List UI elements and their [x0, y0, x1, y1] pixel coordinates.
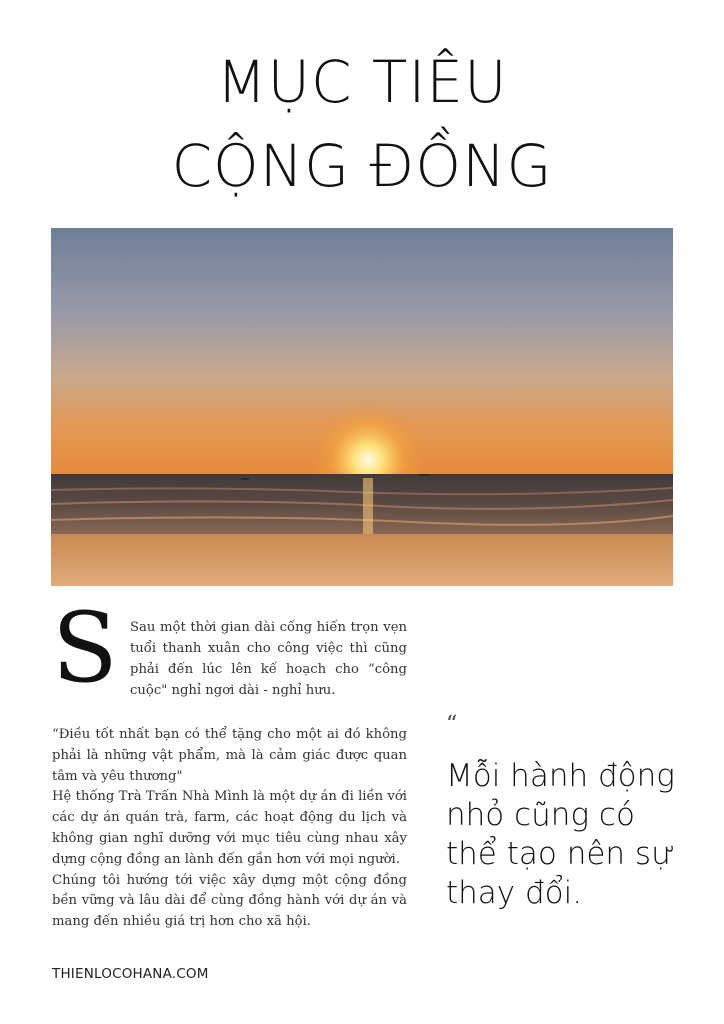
- website-url: THIENLOCOHANA.COM: [52, 966, 209, 982]
- quote-mark-icon: “: [446, 712, 458, 737]
- body-paragraph-2: Hệ thống Trà Trấn Nhà Mình là một dự án đi liền với các dự án quán trà, farm, các hoạt động du lịch và không gian nghĩ dưỡng với mục tiêu cùng nhau xây dựng cộng đồng an lành đến gần hơn với mọi người.: [52, 789, 407, 867]
- sunset-illustration: [51, 228, 673, 586]
- sunset-photo: [51, 228, 673, 586]
- title-line-2: CỘNG ĐỒNG: [171, 132, 553, 200]
- title-line-1: MỤC TIÊU: [216, 48, 508, 116]
- body-paragraph-3: Chúng tôi hướng tới việc xây dựng một cộng đồng bền vững và lâu dài để cùng đồng hành với dự án và mang đến nhiều giá trị hơn cho xã hội.: [52, 872, 407, 930]
- intro-paragraph: Sau một thời gian dài cống hiến trọn vẹn tuổi thanh xuân cho công việc thì cũng phải đến lúc lên kế hoạch cho “công cuộc" nghỉ ngơi dài - nghỉ hưu.: [130, 620, 407, 698]
- page-title: [0, 40, 724, 208]
- body-paragraph-1: “Điều tốt nhất bạn có thể tặng cho một ai đó không phải là những vật phẩm, mà là cảm giác được quan tâm và yêu thương": [52, 727, 407, 784]
- drop-cap: S: [52, 592, 118, 704]
- body-text: [52, 725, 407, 933]
- pull-quote: Mỗi hành động nhỏ cũng có thể tạo nên sự thay đổi.: [446, 758, 676, 911]
